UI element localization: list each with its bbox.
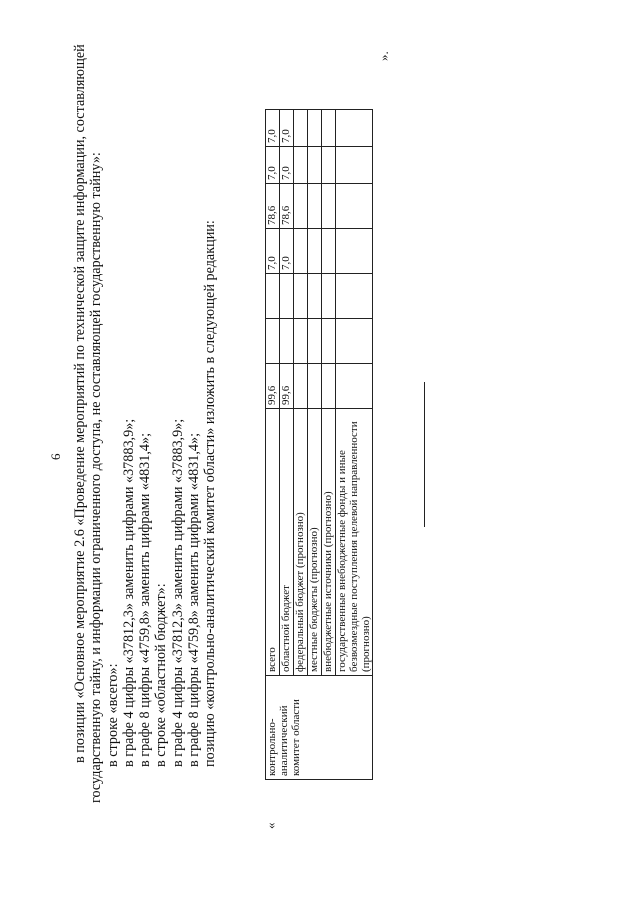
value-cell [294,184,308,229]
value-cell: 7,0 [280,147,294,184]
text-line: в графе 8 цифры «4759,8» заменить цифрами «4831,4»; [137,432,154,767]
category-cell: контрольно-аналитический комитет области [266,676,373,780]
text-line: государственную тайну, и информации ограниченного доступа, не составляющей государственную тайну»: [88,152,105,803]
amendment-text [72,44,219,803]
row-label: всего [266,409,280,676]
text-line: в строке «областной бюджет»: [153,583,170,767]
separator-line [424,382,425,527]
text-line: в графе 4 цифры «37812,3» заменить цифрами «37883,9»; [169,418,186,767]
value-cell [322,110,336,147]
value-cell [322,184,336,229]
value-cell [336,147,373,184]
opening-quote: « [263,822,278,829]
row-label: государственные внебюджетные фонды и иные безвозмездные поступления целевой направленности (прогнозно) [336,409,373,676]
value-cell [336,229,373,274]
value-cell [308,147,322,184]
value-cell: 7,0 [266,229,280,274]
value-cell [308,184,322,229]
value-cell [294,147,308,184]
value-cell: 7,0 [280,110,294,147]
text-line: в позиции «Основное мероприятие 2.6 «Проведение мероприятий по технической защите информации, составляющей [72,44,88,763]
row-label: внебюджетные источники (прогнозно) [322,409,336,676]
table-row [266,110,280,780]
value-cell [336,110,373,147]
value-cell: 7,0 [280,229,294,274]
value-cell: 7,0 [266,147,280,184]
text-line: в графе 4 цифры «37812,3» заменить цифрами «37883,9»; [120,418,137,767]
value-cell [322,147,336,184]
value-cell [308,319,322,364]
value-cell: 99,6 [266,364,280,409]
value-cell: 78,6 [266,184,280,229]
value-cell [308,229,322,274]
row-label: местные бюджеты (прогнозно) [308,409,322,676]
value-cell: 78,6 [280,184,294,229]
budget-table [265,109,373,780]
value-cell [322,319,336,364]
value-cell [336,364,373,409]
value-cell [308,110,322,147]
value-cell [308,364,322,409]
value-cell [294,110,308,147]
value-cell: 7,0 [266,110,280,147]
value-cell [280,274,294,319]
text-line: позицию «контрольно-аналитический комитет области» изложить в следующей редакции: [202,220,219,767]
value-cell [280,319,294,364]
text-line: в графе 8 цифры «4759,8» заменить цифрами «4831,4»; [186,432,203,767]
value-cell [294,319,308,364]
text-line: в строке «всего»: [104,663,121,767]
value-cell [322,364,336,409]
value-cell [308,274,322,319]
value-cell [336,274,373,319]
page-number: 6 [48,453,63,460]
budget-table-wrap [265,109,373,780]
value-cell [294,229,308,274]
closing-quote: ». [376,51,391,61]
value-cell [322,229,336,274]
value-cell [336,319,373,364]
value-cell [322,274,336,319]
value-cell [294,364,308,409]
value-cell [266,274,280,319]
row-label: федеральный бюджет (прогнозно) [294,409,308,676]
row-label: областной бюджет [280,409,294,676]
value-cell [294,274,308,319]
value-cell [266,319,280,364]
value-cell [336,184,373,229]
value-cell: 99,6 [280,364,294,409]
